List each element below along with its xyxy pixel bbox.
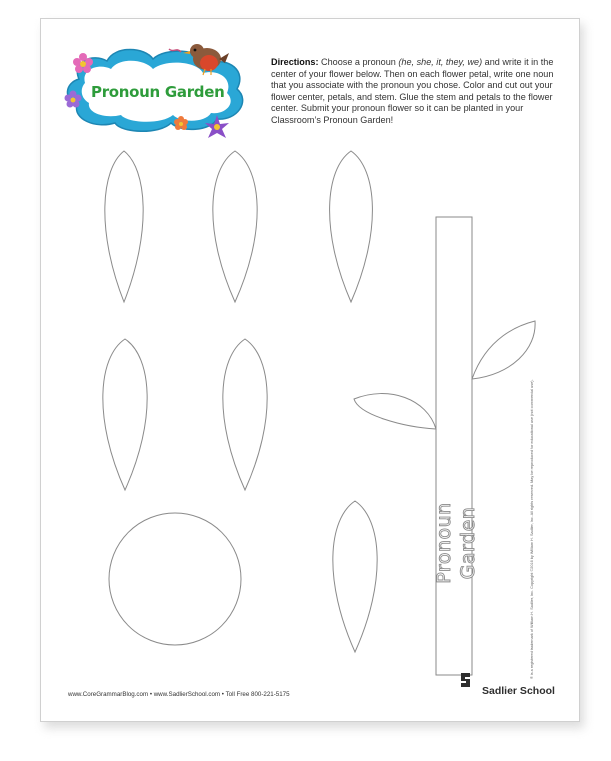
petal-outline	[105, 151, 143, 302]
petal-outline	[103, 339, 147, 490]
petal-outline	[330, 151, 373, 302]
directions-examples: (he, she, it, they, we)	[398, 57, 483, 67]
directions-text	[271, 57, 563, 127]
leaf-outline	[354, 394, 436, 429]
flower-center-outline	[109, 513, 241, 645]
stem-label: Pronoun Garden	[433, 502, 479, 584]
footer-links: www.CoreGrammarBlog.com • www.SadlierSchool.com • Toll Free 800-221-5175	[68, 691, 290, 698]
directions-part2: and write it in the center of your flower below. Then on each flower petal, write one noun that you associate with the pronoun you chose. Color and cut out your flower center, petals, and stem. Glue the stem and petals to the flower center. Submit your pronoun flower so it can be planted in your Classroom’s Pronoun Garden!	[271, 57, 554, 125]
worksheet-title: Pronoun Garden	[91, 83, 225, 101]
directions-part1: Choose a pronoun	[318, 57, 399, 67]
petal-outline	[333, 501, 377, 652]
directions-label: Directions:	[271, 57, 319, 67]
petal-outline	[223, 339, 267, 490]
leaf-outline	[472, 321, 535, 379]
worksheet-page	[40, 18, 580, 722]
petal-outline	[213, 151, 257, 302]
copyright-text: ® is a registered trademark of William H. Sadlier, Inc. Copyright ©2016 by William H. Sadlier, Inc. All rights reserved. May be reproduced for educational use (not commercial use).	[530, 379, 534, 679]
sadlier-s-logo-icon	[461, 673, 470, 687]
brand-name: Sadlier School	[482, 685, 555, 697]
brand	[478, 685, 555, 697]
